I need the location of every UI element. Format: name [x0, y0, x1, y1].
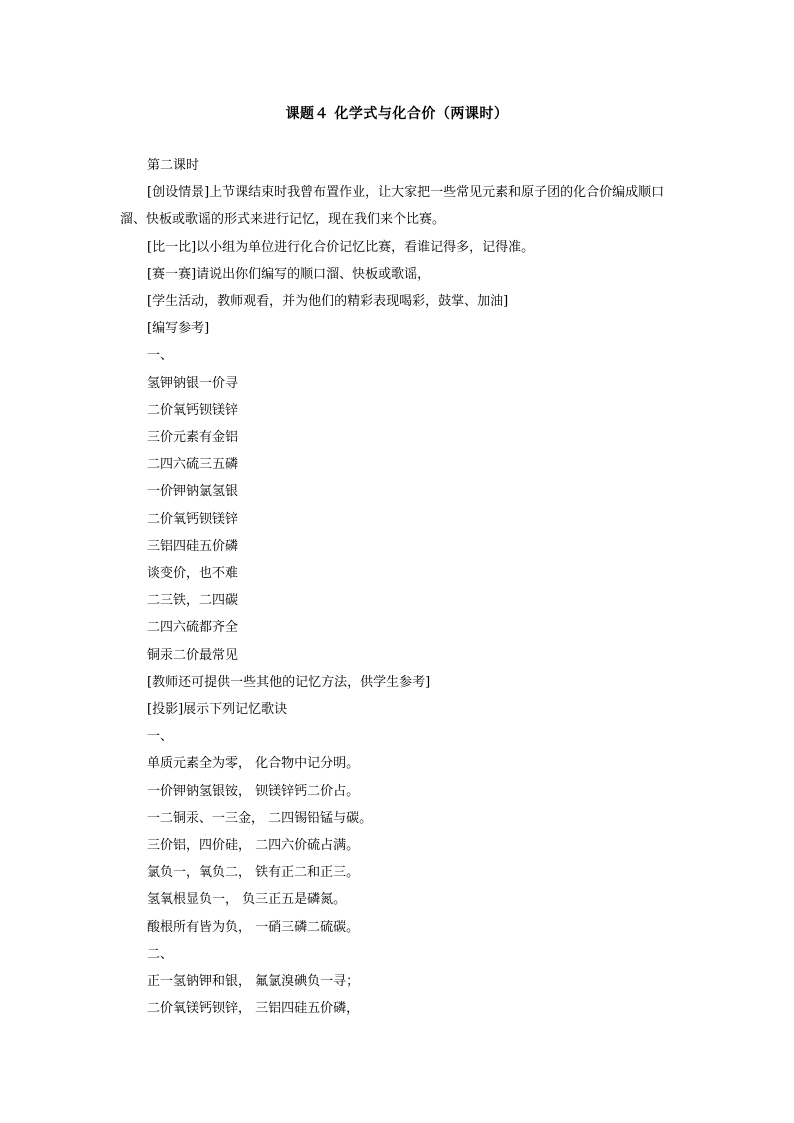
- text-line: [比一比]以小组为单位进行化合价记忆比赛，看谁记得多，记得准。: [147, 239, 535, 255]
- text-line: [学生活动，教师观看，并为他们的精彩表现喝彩，鼓掌、加油]: [147, 294, 509, 310]
- text-line: 二四六硫三五磷: [147, 457, 239, 473]
- text-line: [编写参考]: [147, 321, 210, 337]
- text-line: 一价钾钠氢银铵， 钡镁锌钙二价占。: [147, 783, 360, 799]
- text-line: 铜汞二价最常见: [147, 647, 239, 663]
- text-line: 二三铁，二四碳: [147, 593, 239, 609]
- text-line: 三价铝，四价硅， 二四六价硫占满。: [147, 838, 360, 854]
- text-line: 氢钾钠银一价寻: [147, 375, 239, 391]
- text-line: [创设情景]上节课结束时我曾布置作业，让大家把一些常见元素和原子团的化合价编成顺口溜、快板或歌谣的形式来进行记忆，现在我们来个比赛。: [120, 185, 665, 228]
- text-line: 氯负一，氧负二， 铁有正二和正三。: [147, 865, 360, 881]
- text-line: [赛一赛]请说出你们编写的顺口溜、快板或歌谣，: [147, 266, 431, 282]
- text-line: 单质元素全为零， 化合物中记分明。: [147, 756, 360, 772]
- text-line: 二价氧镁钙钡锌， 三铝四硅五价磷，: [147, 1001, 360, 1017]
- text-line: 三价元素有金铝: [147, 430, 239, 446]
- text-line: 一、: [147, 729, 174, 745]
- text-line: 二、: [147, 946, 174, 962]
- text-line: 正一氢钠钾和银， 氟氯溴碘负一寻；: [147, 974, 360, 990]
- text-line: 二价氧钙钡镁锌: [147, 402, 239, 418]
- text-line: 一、: [147, 348, 174, 364]
- text-line: 酸根所有皆为负， 一硝三磷二硫碳。: [147, 919, 360, 935]
- document-title: 课题４ 化学式与化合价（两课时）: [285, 106, 509, 122]
- text-line: 谈变价，也不难: [147, 566, 239, 582]
- text-line: 一价钾钠氯氢银: [147, 484, 239, 500]
- text-line: 二四六硫都齐全: [147, 620, 239, 636]
- text-line: 二价氧钙钡镁锌: [147, 511, 239, 527]
- text-line: 一二铜汞、一三金， 二四锡铅锰与碳。: [147, 810, 373, 826]
- text-line: [投影]展示下列记忆歌诀: [147, 702, 288, 718]
- text-line: 氢氧根显负一， 负三正五是磷氮。: [147, 892, 347, 908]
- text-line: [教师还可提供一些其他的记忆方法，供学生参考]: [147, 674, 431, 690]
- text-line: 第二课时: [147, 158, 200, 173]
- text-line: 三铝四硅五价磷: [147, 538, 239, 554]
- document-body: [120, 152, 680, 1023]
